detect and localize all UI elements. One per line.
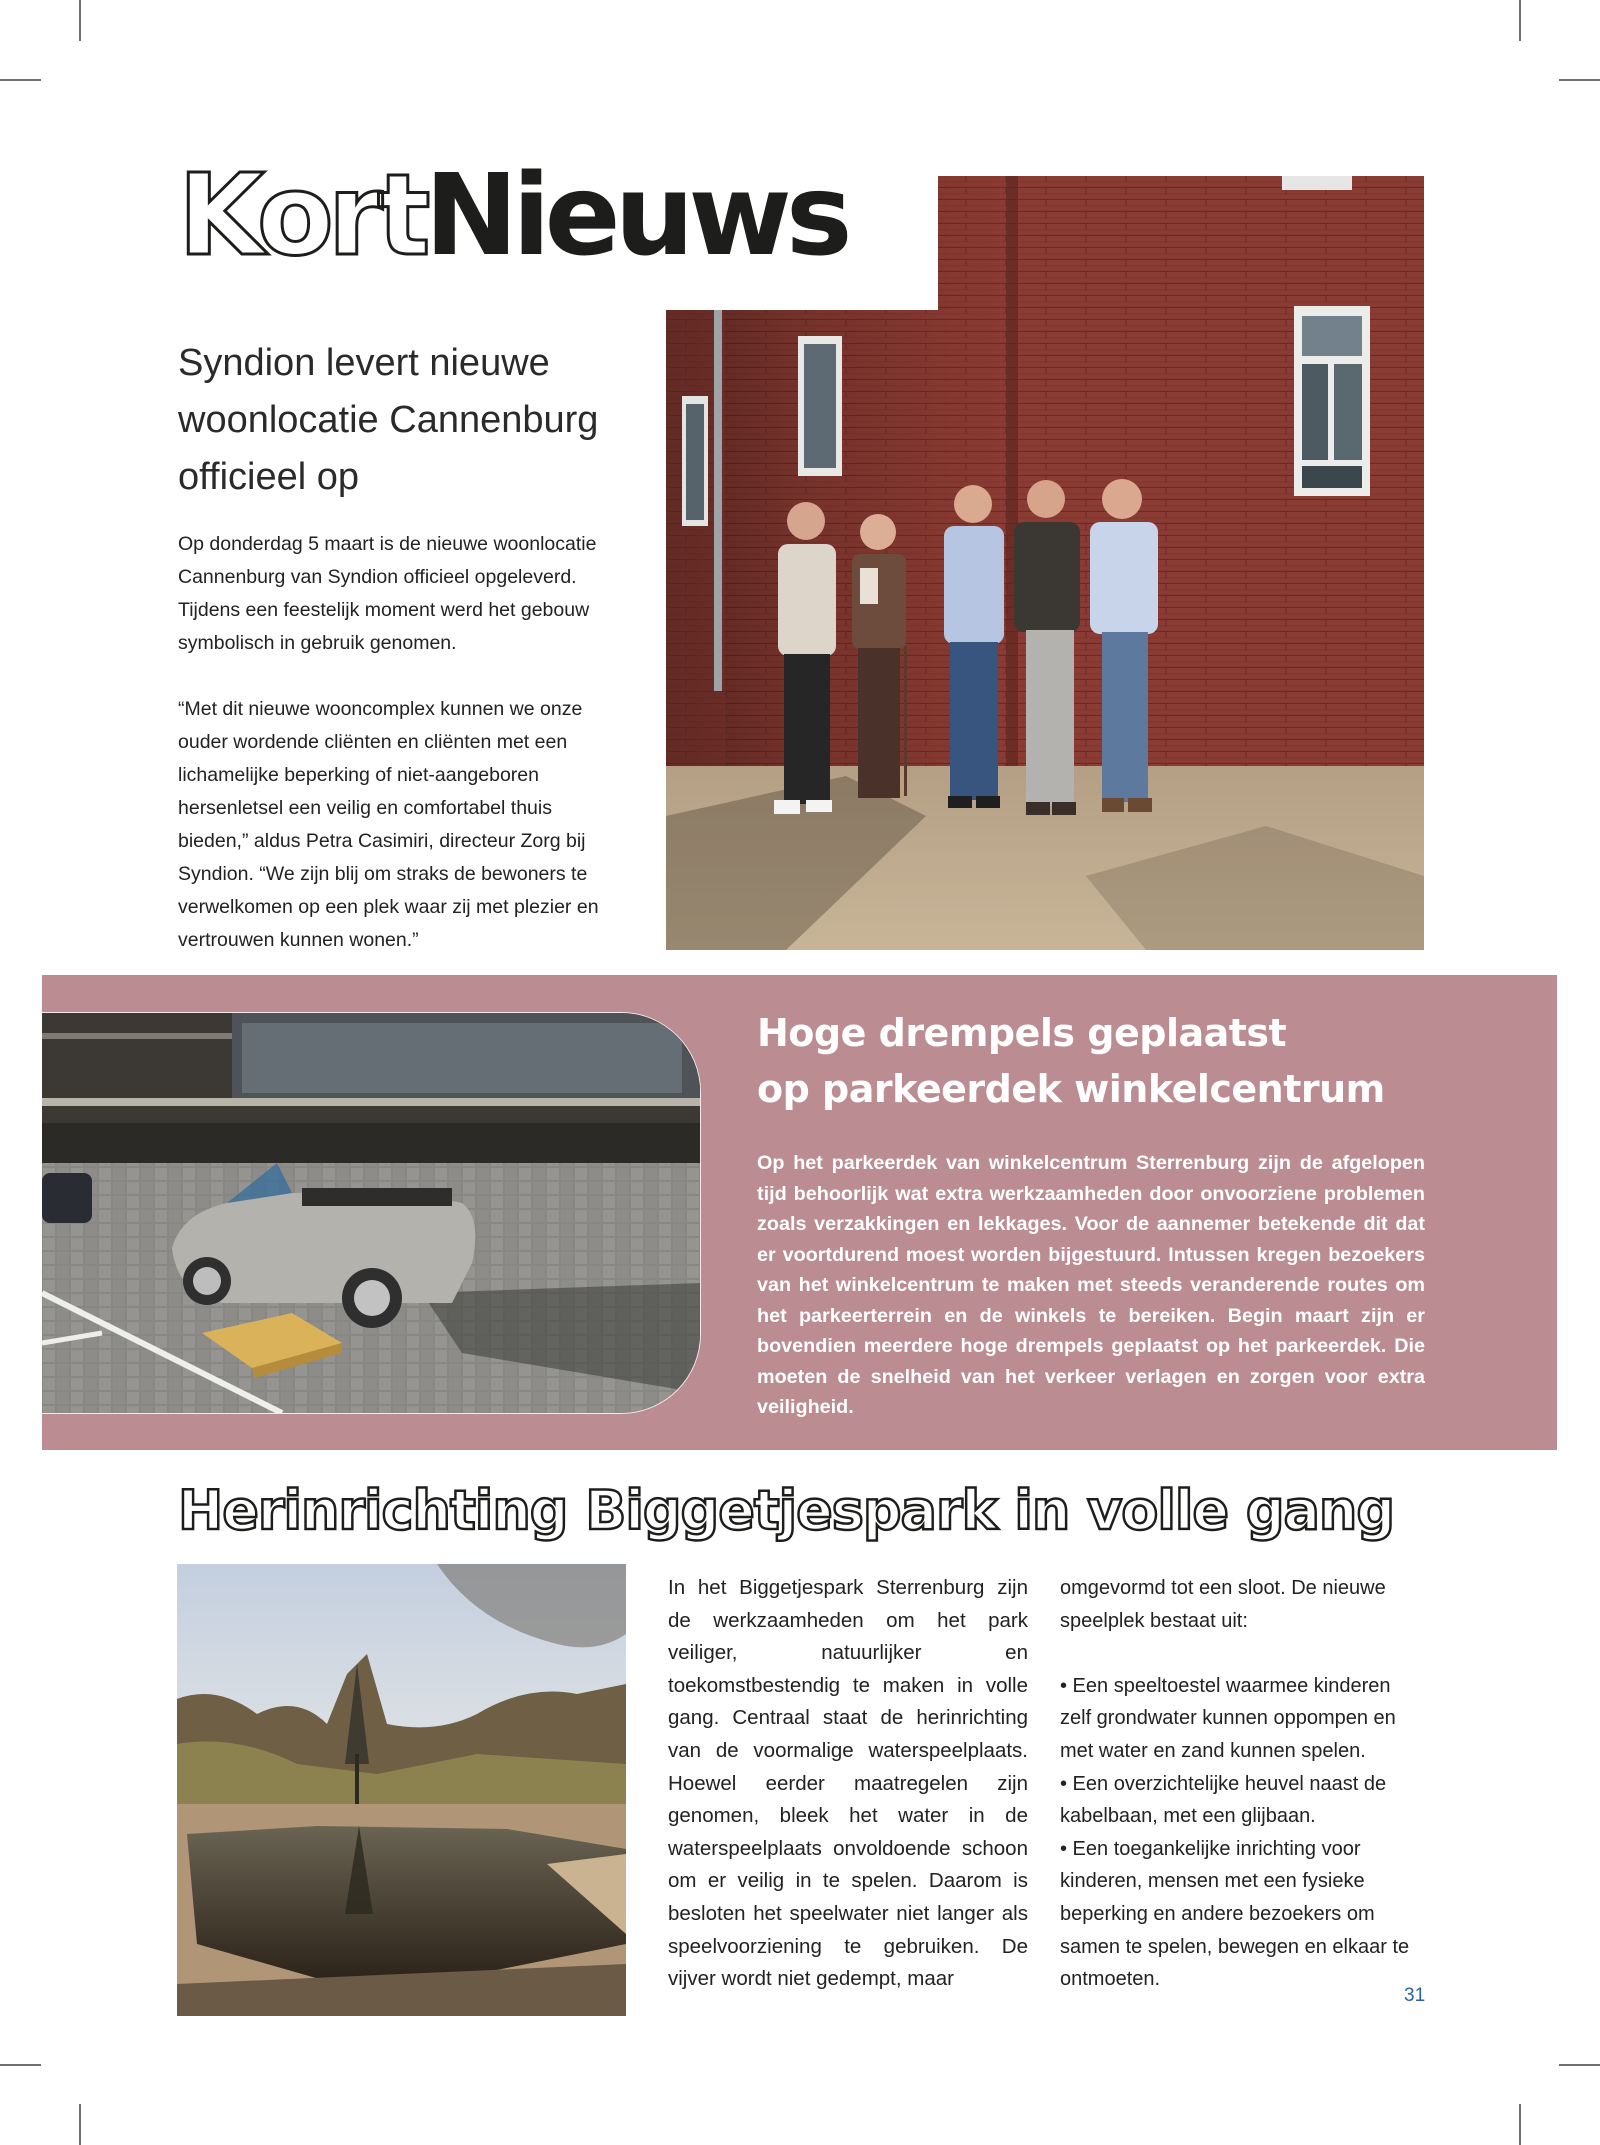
crop-mark	[79, 2104, 81, 2145]
crop-mark	[0, 2064, 41, 2066]
crop-mark	[1519, 0, 1521, 41]
article-body-drempels: Op het parkeerdek van winkelcentrum Sterrenburg zijn de afgelopen tijd behoorlijk wat extra werkzaamheden door onvoorziene problemen zoals verzakkingen en lekkages. Voor de aannemer betekende dit dat er voortdurend moest worden bijgestuurd. Intussen kregen bezoekers van het winkelcentrum te maken met steeds veranderende routes om het parkeerterrein en de winkels te bereiken. Begin maart zijn er bovendien meerdere hoge drempels geplaatst op het parkeerdek. Die moeten de snelheid van het verkeer verlagen en zorgen voor extra veiligheid.	[757, 1152, 1425, 1418]
crop-mark	[1519, 2104, 1521, 2145]
crop-mark	[0, 79, 41, 81]
masthead-kort: Kort	[178, 151, 425, 281]
article-title-line: op parkeerdek winkelcentrum	[757, 1067, 1385, 1111]
photo-car-speed-bump	[42, 1012, 701, 1414]
photo-park-pond	[177, 1564, 626, 2016]
person	[944, 485, 1004, 808]
article-paragraph: “Met dit nieuwe wooncomplex kunnen we onze ouder wordende cliënten en cliënten met een lichamelijke beperking of niet-aangeboren hersenletsel een veilig en comfortabel thuis bieden,” aldus Petra Casimiri, directeur Zorg bij Syndion. “We zijn blij om straks de bewoners te verwelkomen op een plek waar zij met plezier en vertrouwen kunnen wonen.”	[178, 698, 599, 951]
article-title-line: Hoge drempels geplaatst	[757, 1011, 1287, 1055]
bullet-item: • Een overzichtelijke heuvel naast de kabelbaan, met een glijbaan.	[1060, 1772, 1387, 1828]
person	[852, 514, 907, 798]
page-number: 31	[1404, 1985, 1426, 2006]
crop-mark	[79, 0, 81, 41]
article-column-2	[1060, 1572, 1425, 1996]
article-paragraph: Op donderdag 5 maart is de nieuwe woonlocatie Cannenburg van Syndion officieel opgeleverd. Tijdens een feestelijk moment werd het gebouw symbolisch in gebruik genomen.	[178, 533, 597, 654]
article-title-drempels	[757, 1005, 1457, 1117]
article-body-cannenburg	[178, 528, 626, 990]
bullet-item: • Een speeltoestel waarmee kinderen zelf grondwater kunnen oppompen en met water en zand kunnen spelen.	[1060, 1674, 1396, 1762]
article-title-biggetjespark: Herinrichting Biggetjespark in volle gang	[178, 1479, 1395, 1542]
masthead-title	[178, 151, 847, 281]
crop-mark	[1559, 2064, 1600, 2066]
bullet-item: • Een toegankelijke inrichting voor kinderen, mensen met een fysieke beperking en andere bezoekers om samen te spelen, bewegen en elkaar te ontmoeten.	[1060, 1837, 1410, 1991]
crop-mark	[1559, 79, 1600, 81]
masthead-nieuws: Nieuws	[424, 151, 847, 281]
article-paragraph: omgevormd tot een sloot. De nieuwe speelplek bestaat uit:	[1060, 1577, 1386, 1632]
article-column-1: In het Biggetjespark Sterrenburg zijn de werkzaamheden om het park veiliger, natuurlijker en toekomstbestendig te maken in volle gang. Centraal staat de herinrichting van de voormalige waterspeelplaats. Hoewel eerder maatregelen zijn genomen, bleek het water in de waterspeelplaats onvoldoende schoon om er veilig in te spelen. Daarom is besloten het speelwater niet langer als speelvoorziening te gebruiken. De vijver wordt niet gedempt, maar	[668, 1576, 1028, 1991]
article-title-cannenburg: Syndion levert nieuwe woonlocatie Cannenburg officieel op	[178, 342, 599, 498]
